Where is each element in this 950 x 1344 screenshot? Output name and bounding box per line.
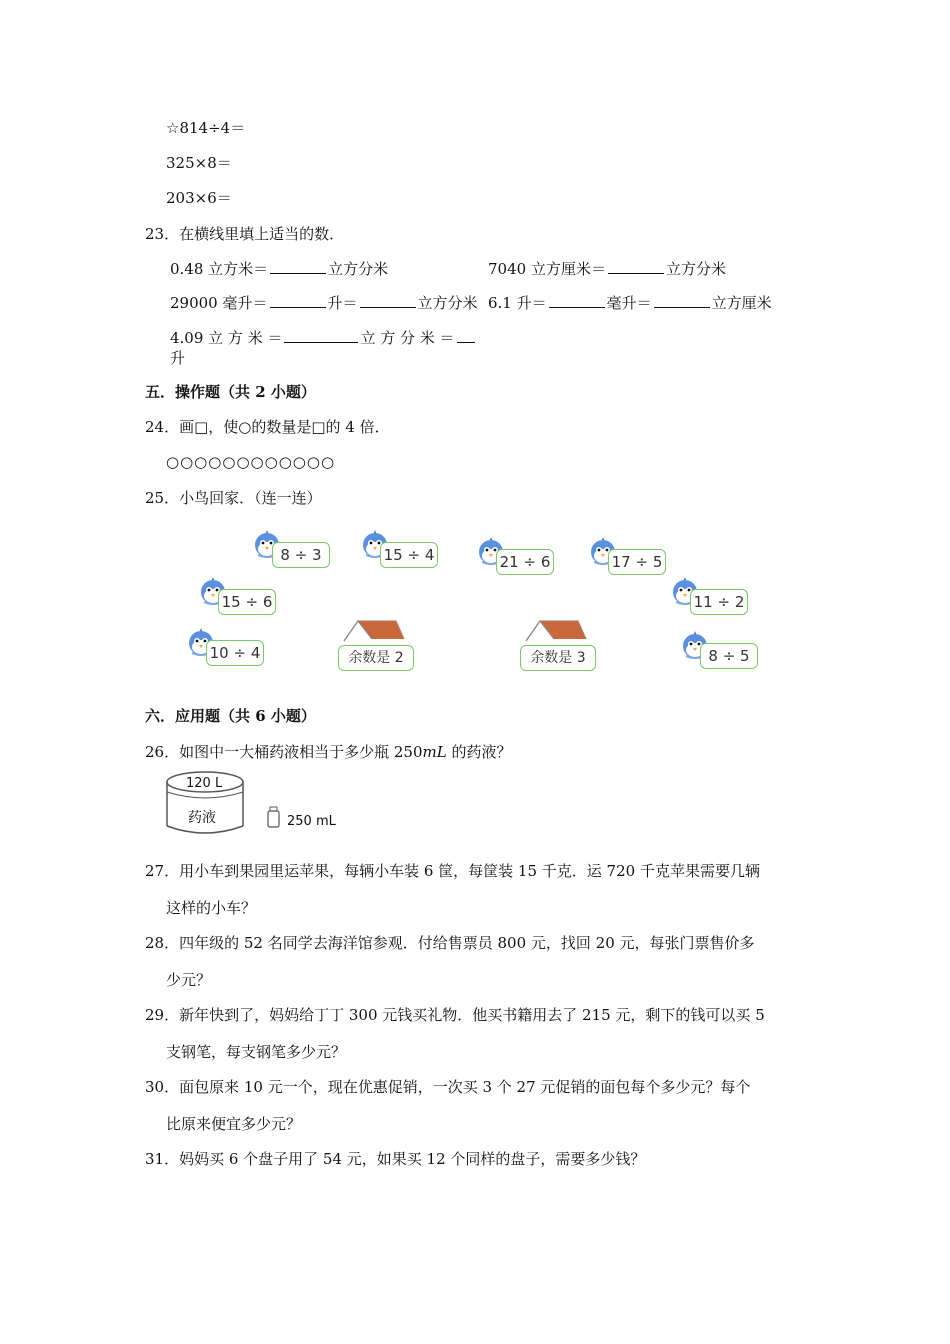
answer-blank[interactable] [608,259,664,274]
q24-title: 24．画□，使○的数量是□的 4 倍． [145,418,390,436]
bird-division-card[interactable]: 15 ÷ 6 [218,589,276,615]
q23-row1-left: 0.48 立方米＝ 立方分米 [170,260,389,278]
q30-line1: 30．面包原来 10 元一个，现在优惠促销，一次买 3 个 27 元促销的面包每个多少元？每个 [145,1078,751,1096]
answer-blank[interactable] [654,293,710,308]
house-remainder-label[interactable]: 余数是 2 [338,645,414,671]
q31-line1: 31．妈妈买 6 个盘子用了 54 元，如果买 12 个同样的盘子，需要多少钱？ [145,1150,646,1168]
answer-blank[interactable] [284,328,358,343]
q24-circles: ○○○○○○○○○○○○ [166,453,336,471]
q27-line2: 这样的小车？ [166,899,257,917]
bottle-label: 250 mL [287,814,336,829]
q23-title: 23．在横线里填上适当的数． [145,225,345,243]
q29-line1: 29．新年快到了，妈妈给丁丁 300 元钱买礼物．他买书籍用去了 215 元，剩下的钱可以买 5 [145,1006,765,1024]
house-icon [520,617,590,647]
calc-line-3: 203×6＝ [166,189,232,207]
calc-line-2: 325×8＝ [166,154,232,172]
answer-blank[interactable] [549,293,605,308]
q23-row2-right: 6.1 升＝ 毫升＝ 立方厘米 [488,294,772,312]
bird-division-card[interactable]: 8 ÷ 5 [700,643,758,669]
bird-division-card[interactable]: 15 ÷ 4 [380,542,438,568]
bird-division-card[interactable]: 21 ÷ 6 [496,549,554,575]
barrel-label: 药液 [188,810,216,826]
bird-division-card[interactable]: 10 ÷ 4 [206,640,264,666]
bird-matching-image [180,525,770,685]
bottle-icon [266,806,282,830]
house-remainder-label[interactable]: 余数是 3 [520,645,596,671]
section-6-title: 六．应用题（共 6 小题） [145,707,316,725]
q23-row3-end: 升 [170,349,186,367]
q30-line2: 比原来便宜多少元？ [166,1115,302,1133]
q23-row2-left: 29000 毫升＝ 升＝ 立方分米 [170,294,478,312]
q23-row1-right: 7040 立方厘米＝ 立方分米 [488,260,726,278]
bird-division-card[interactable]: 17 ÷ 5 [608,549,666,575]
answer-blank[interactable] [270,259,326,274]
q26-title: 26．如图中一大桶药液相当于多少瓶 250mL 的药液？ [145,743,512,761]
q27-line1: 27．用小车到果园里运苹果，每辆小车装 6 筐，每筐装 15 千克．运 720 千克苹果需要几辆 [145,862,760,880]
q29-line2: 支钢笔，每支钢笔多少元？ [166,1043,347,1061]
house-icon [338,617,408,647]
q28-line1: 28．四年级的 52 名同学去海洋馆参观．付给售票员 800 元，找回 20 元，每张门票售价多 [145,934,755,952]
bird-division-card[interactable]: 11 ÷ 2 [690,589,748,615]
q23-row3: 4.09 立 方 米 ＝ 立 方 分 米 ＝ [170,328,477,348]
section-5-title: 五．操作题（共 2 小题） [145,383,316,401]
bird-division-card[interactable]: 8 ÷ 3 [272,542,330,568]
answer-blank[interactable] [457,328,475,343]
q25-title: 25．小鸟回家．（连一连） [145,489,322,507]
answer-blank[interactable] [360,293,416,308]
q28-line2: 少元？ [166,971,212,989]
calc-line-1: ☆814÷4＝ [166,119,246,137]
answer-blank[interactable] [270,293,326,308]
barrel-volume: 120 L [186,776,223,791]
